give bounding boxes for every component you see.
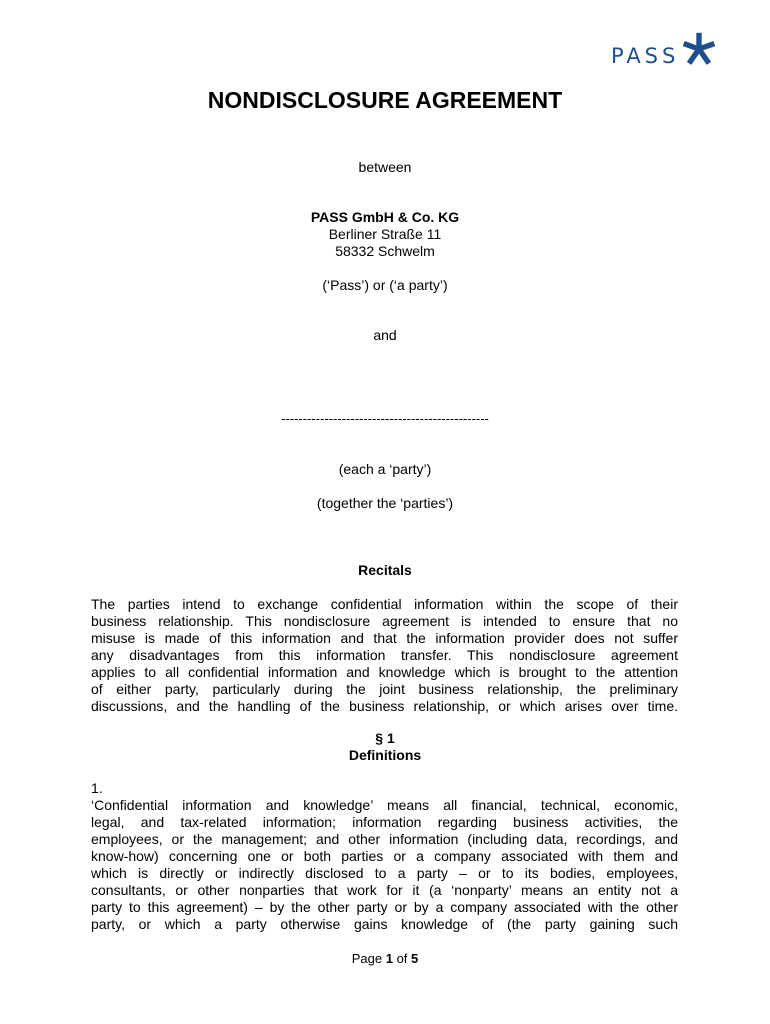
definition-line: party, or which a party otherwise gains knowledge of (the party gaining such (91, 916, 678, 932)
party2-blank-line: ------------------------------------------------ (281, 411, 489, 426)
item-number: 1. (91, 780, 103, 796)
definition-line: which is directly or indirectly disclosed to a party – or to its bodies, employees, (91, 865, 678, 881)
party1-name: PASS GmbH & Co. KG (310, 209, 460, 225)
logo-text: PASS (611, 44, 680, 68)
document-title: NONDISCLOSURE AGREEMENT (207, 87, 563, 113)
recitals-line: any disadvantages from this information transfer. This nondisclosure agreement (91, 647, 678, 663)
total-pages: 5 (411, 951, 419, 966)
page-of: of (392, 951, 412, 966)
recitals-line: applies to all confidential information and knowledge which is brought to the attention (91, 664, 678, 680)
definition-line: consultants, or other nonparties that work for it (a ‘nonparty’ means an entity not a (91, 882, 678, 898)
definition-line: know-how) concerning one or both parties or a company associated with them and (91, 848, 678, 864)
recitals-heading: Recitals (358, 562, 412, 578)
definition-line: ‘Confidential information and knowledge’ means all financial, technical, economic, (91, 797, 678, 813)
section1-number: § 1 (375, 730, 395, 746)
party1-city: 58332 Schwelm (335, 243, 435, 259)
each-party-text: (each a ‘party’) (338, 461, 432, 477)
party1-designation: (‘Pass’) or (‘a party’) (322, 277, 448, 293)
definition-line: party to this agreement) – by the other party or by a company associated with the other (91, 899, 678, 915)
section1-heading: Definitions (348, 747, 422, 763)
party1-street: Berliner Straße 11 (328, 226, 442, 242)
page-prefix: Page (351, 951, 386, 966)
recitals-line: misuse is made of this information and that the information provider does not suffer (91, 630, 678, 646)
recitals-line: The parties intend to exchange confidential information within the scope of their (91, 596, 678, 612)
definition-line: legal, and tax-related information; information regarding business activities, the (91, 814, 678, 830)
section1-paragraph (91, 780, 678, 933)
asterisk-star-icon (681, 31, 717, 67)
recitals-line: discussions, and the handling of the business relationship, or which arises over time. (91, 698, 678, 714)
recitals-paragraph (91, 596, 678, 715)
current-page: 1 (385, 951, 393, 966)
recitals-line: business relationship. This nondisclosure agreement is intended to ensure that no (91, 613, 678, 629)
recitals-line: of either party, particularly during the joint business relationship, the preliminary (91, 681, 678, 697)
between-text: between (358, 159, 412, 175)
definition-line: employees, or the management; and other information (including data, recordings, and (91, 831, 678, 847)
page-footer (0, 951, 770, 966)
together-parties-text: (together the ‘parties’) (316, 495, 454, 511)
pass-logo (611, 30, 717, 70)
and-text: and (373, 327, 397, 343)
